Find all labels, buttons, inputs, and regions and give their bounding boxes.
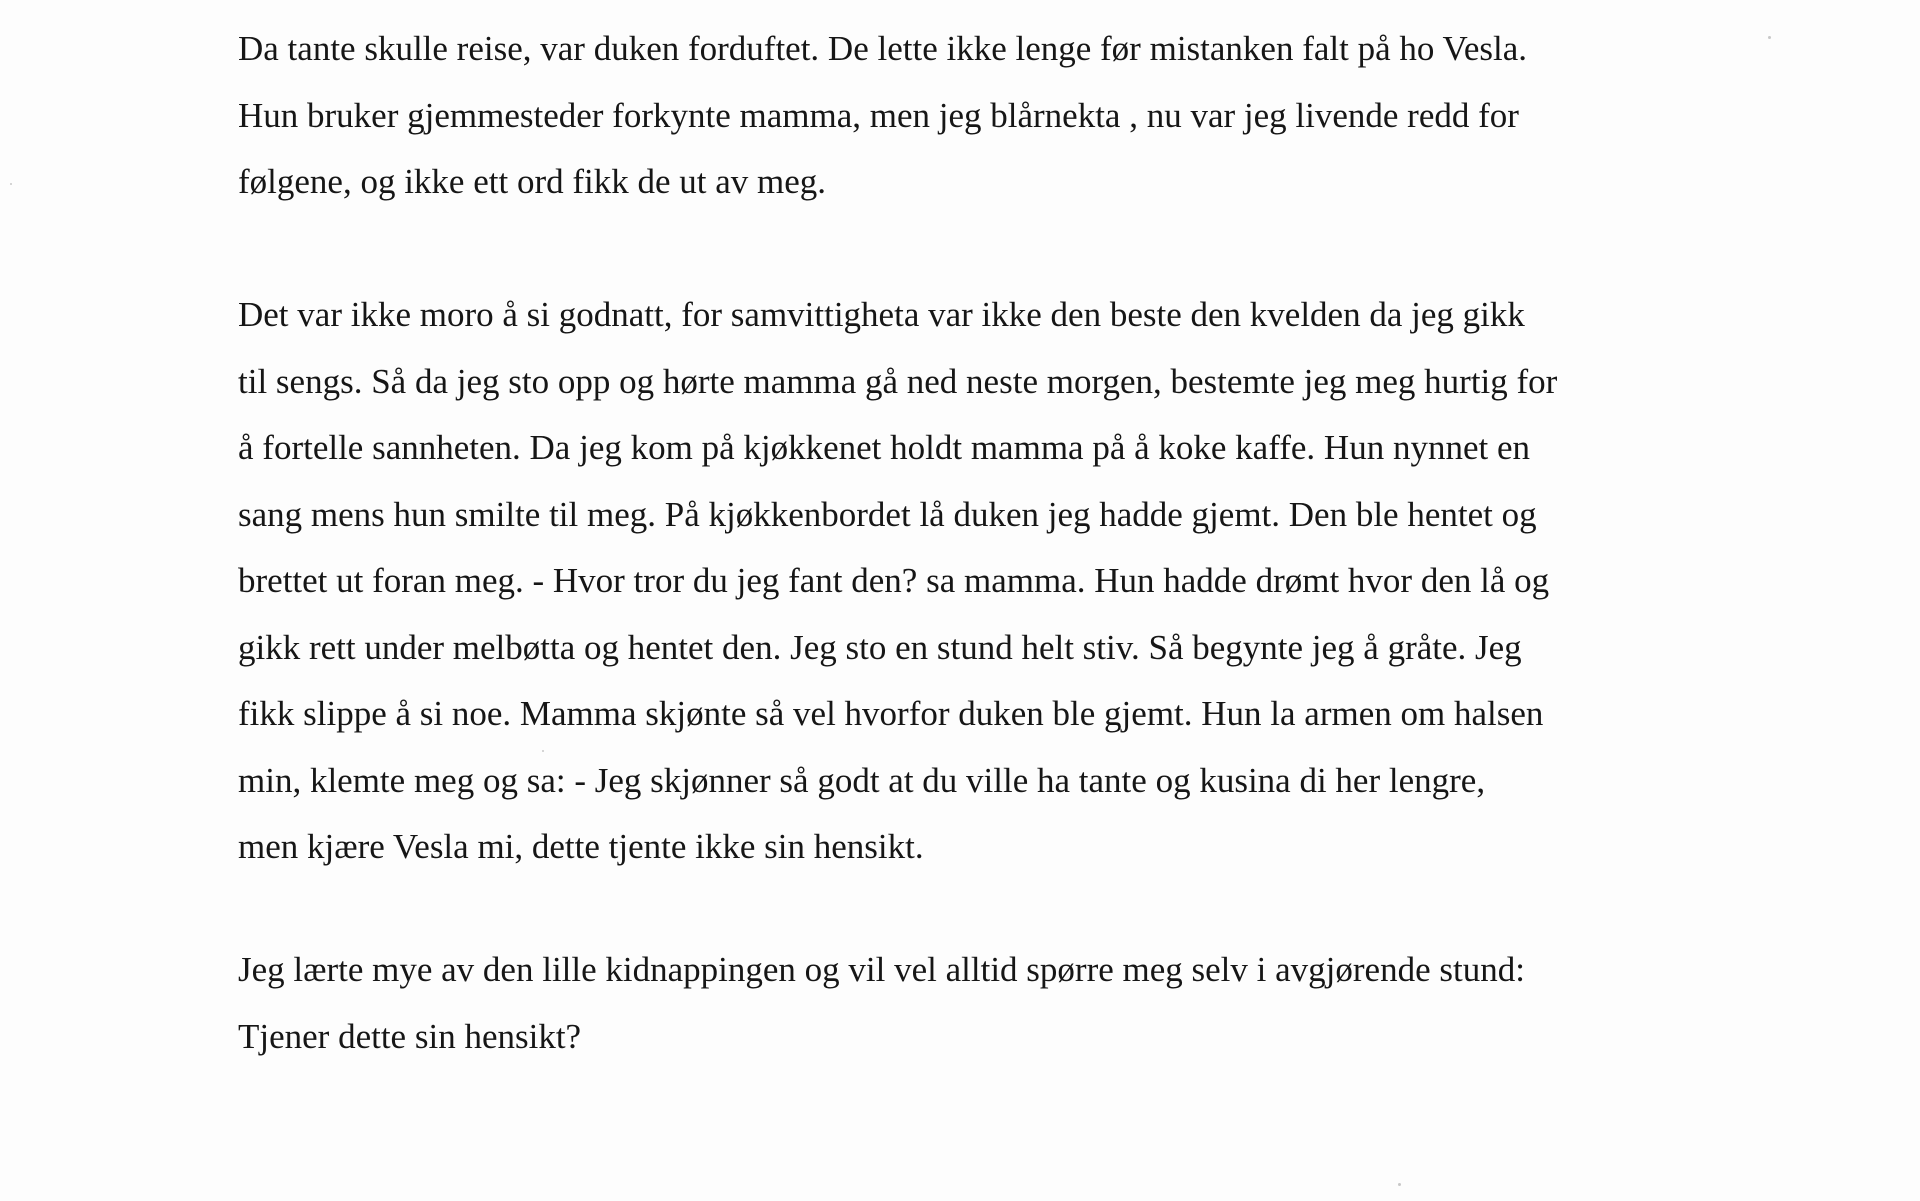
text-line: gikk rett under melbøtta og hentet den. Jeg sto en stund helt stiv. Så begynte jeg å gråte. Jeg: [238, 627, 1522, 667]
text-line: Da tante skulle reise, var duken forduftet. De lette ikke lenge før mistanken falt på ho Vesla.: [238, 29, 1528, 68]
paragraph-2: [238, 282, 1718, 881]
scan-speck: [1768, 36, 1771, 39]
text-line: Tjener dette sin hensikt?: [238, 1016, 582, 1056]
text-line: følgene, og ikke ett ord fikk de ut av meg.: [238, 162, 827, 201]
text-line: sang mens hun smilte til meg. På kjøkkenbordet lå duken jeg hadde gjemt. Den ble hentet og: [238, 494, 1537, 534]
text-line: men kjære Vesla mi, dette tjente ikke sin hensikt.: [238, 827, 924, 866]
scan-speck: [1398, 1183, 1401, 1186]
text-line: Det var ikke moro å si godnatt, for samvittigheta var ikke den beste den kvelden da jeg gikk: [238, 295, 1525, 334]
text-line: min, klemte meg og sa: - Jeg skjønner så godt at du ville ha tante og kusina di her lengre,: [238, 760, 1486, 800]
text-line: til sengs. Så da jeg sto opp og hørte mamma gå ned neste morgen, bestemte jeg meg hurtig for: [238, 361, 1558, 401]
paragraph-3: [238, 937, 1718, 1070]
text-line: å fortelle sannheten. Da jeg kom på kjøkkenet holdt mamma på å koke kaffe. Hun nynnet en: [238, 428, 1530, 467]
text-line: brettet ut foran meg. - Hvor tror du jeg fant den? sa mamma. Hun hadde drømt hvor den lå og: [238, 561, 1550, 600]
text-line: Jeg lærte mye av den lille kidnappingen og vil vel alltid spørre meg selv i avgjørende stund:: [238, 950, 1525, 989]
paragraph-1: [238, 16, 1718, 216]
text-line: fikk slippe å si noe. Mamma skjønte så vel hvorfor duken ble gjemt. Hun la armen om halsen: [238, 694, 1544, 733]
scan-speck: [10, 183, 12, 185]
scan-speck: [542, 750, 544, 752]
text-line: Hun bruker gjemmesteder forkynte mamma, men jeg blårnekta , nu var jeg livende redd for: [238, 95, 1519, 135]
